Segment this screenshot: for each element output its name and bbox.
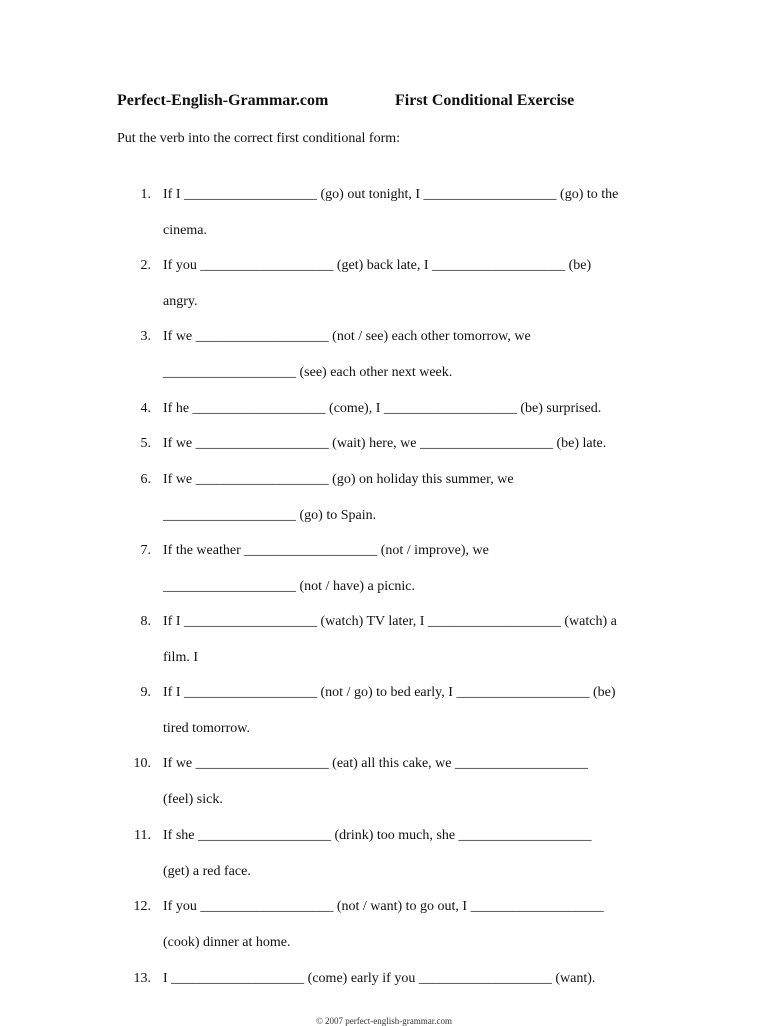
- item-sentence-line: [163, 755, 588, 773]
- item-sentence-line: [163, 791, 223, 809]
- sentence-text: (watch) a: [560, 614, 617, 629]
- answer-blank[interactable]: ___________________: [200, 258, 334, 273]
- sentence-text: If the weather: [163, 543, 245, 558]
- site-title: Perfect-English-Grammar.com: [117, 92, 329, 109]
- sentence-text: (watch) TV later, I: [317, 614, 428, 629]
- sentence-text: If she: [163, 828, 198, 843]
- answer-blank[interactable]: ___________________: [195, 756, 329, 771]
- sentence-text: cinema.: [163, 223, 207, 238]
- answer-blank[interactable]: ___________________: [244, 543, 378, 558]
- sentence-text: (not / want) to go out, I: [333, 899, 471, 914]
- item-sentence-line: [163, 827, 592, 845]
- sentence-text: tired tomorrow.: [163, 721, 250, 736]
- answer-blank[interactable]: ___________________: [195, 472, 329, 487]
- answer-blank[interactable]: ___________________: [184, 187, 317, 202]
- sentence-text: If we: [163, 472, 196, 487]
- sentence-text: If you: [163, 899, 201, 914]
- sentence-text: (not / see) each other tomorrow, we: [328, 329, 531, 344]
- sentence-text: (want).: [551, 971, 596, 986]
- item-sentence-line: [163, 186, 618, 204]
- answer-blank[interactable]: ___________________: [432, 258, 566, 273]
- item-number: 4.: [140, 401, 151, 416]
- answer-blank[interactable]: ___________________: [427, 614, 561, 629]
- item-number: 8.: [140, 614, 151, 629]
- item-sentence-line: [163, 649, 198, 667]
- item-sentence-line: [163, 934, 291, 952]
- answer-blank[interactable]: ___________________: [195, 436, 329, 451]
- answer-blank[interactable]: ___________________: [198, 828, 331, 843]
- item-sentence-line: [163, 720, 250, 738]
- item-number: 12.: [133, 899, 151, 914]
- sentence-text: (wait) here, we: [328, 436, 420, 451]
- item-number: 7.: [140, 543, 151, 558]
- item-sentence-line: [163, 257, 591, 275]
- sentence-text: (be): [565, 258, 592, 273]
- sentence-text: If we: [163, 436, 196, 451]
- sentence-text: (cook) dinner at home.: [163, 935, 291, 950]
- answer-blank[interactable]: ___________________: [195, 329, 329, 344]
- sentence-text: (go) out tonight, I: [317, 187, 424, 202]
- answer-blank[interactable]: ___________________: [200, 899, 334, 914]
- item-sentence-line: [163, 542, 489, 560]
- answer-blank[interactable]: ___________________: [192, 401, 326, 416]
- sentence-text: If I: [163, 685, 184, 700]
- sentence-text: (not / go) to bed early, I: [317, 685, 457, 700]
- item-sentence-line: [163, 435, 606, 453]
- sentence-text: (be): [589, 685, 616, 700]
- sentence-text: (get) a red face.: [163, 864, 251, 879]
- item-number: 3.: [140, 329, 151, 344]
- sentence-text: (drink) too much, she: [331, 828, 459, 843]
- sentence-text: (not / have) a picnic.: [296, 579, 415, 594]
- item-sentence-line: [163, 364, 452, 382]
- sentence-text: film. I: [163, 650, 198, 665]
- answer-blank[interactable]: ___________________: [184, 614, 317, 629]
- item-sentence-line: [163, 898, 604, 916]
- sentence-text: (be) surprised.: [516, 401, 602, 416]
- sentence-text: If he: [163, 401, 193, 416]
- instruction-text: Put the verb into the correct first conditional form:: [117, 131, 401, 146]
- sentence-text: If we: [163, 329, 196, 344]
- item-number: 10.: [133, 756, 151, 771]
- item-sentence-line: [163, 684, 616, 702]
- item-sentence-line: [163, 970, 595, 988]
- answer-blank[interactable]: ___________________: [456, 685, 590, 700]
- answer-blank[interactable]: ___________________: [163, 579, 296, 594]
- item-sentence-line: [163, 222, 207, 240]
- exercise-title: First Conditional Exercise: [395, 92, 575, 109]
- item-number: 1.: [140, 187, 151, 202]
- sentence-text: (be) late.: [553, 436, 607, 451]
- item-number: 11.: [134, 828, 151, 843]
- sentence-text: angry.: [163, 294, 198, 309]
- answer-blank[interactable]: ___________________: [184, 685, 317, 700]
- item-sentence-line: [163, 293, 197, 311]
- item-number: 5.: [140, 436, 151, 451]
- answer-blank[interactable]: ___________________: [163, 365, 296, 380]
- sentence-text: (see) each other next week.: [296, 365, 453, 380]
- sentence-text: (go) on holiday this summer, we: [328, 472, 514, 487]
- sentence-text: (not / improve), we: [377, 543, 489, 558]
- sentence-text: (eat) all this cake, we: [328, 756, 455, 771]
- item-sentence-line: [163, 471, 514, 489]
- answer-blank[interactable]: ___________________: [423, 187, 557, 202]
- item-number: 6.: [140, 472, 151, 487]
- item-number: 2.: [140, 258, 151, 273]
- answer-blank[interactable]: ___________________: [420, 436, 553, 451]
- answer-blank[interactable]: ___________________: [171, 971, 305, 986]
- item-sentence-line: [163, 578, 415, 596]
- item-sentence-line: [163, 400, 601, 418]
- answer-blank[interactable]: ___________________: [163, 508, 296, 523]
- answer-blank[interactable]: ___________________: [418, 971, 552, 986]
- item-number: 13.: [133, 971, 151, 986]
- sentence-text: (come), I: [325, 401, 384, 416]
- item-number: 9.: [140, 685, 151, 700]
- sentence-text: If you: [163, 258, 201, 273]
- item-sentence-line: [163, 863, 251, 881]
- answer-blank[interactable]: ___________________: [454, 756, 588, 771]
- sentence-text: (feel) sick.: [163, 792, 223, 807]
- copyright-footer: © 2007 perfect-english-grammar.com: [315, 1016, 453, 1026]
- sentence-text: (go) to Spain.: [296, 508, 377, 523]
- sentence-text: If I: [163, 187, 184, 202]
- item-sentence-line: [163, 507, 376, 525]
- answer-blank[interactable]: ___________________: [470, 899, 604, 914]
- sentence-text: If we: [163, 756, 196, 771]
- answer-blank[interactable]: ___________________: [383, 401, 517, 416]
- sentence-text: (go) to the: [556, 187, 619, 202]
- item-sentence-line: [163, 328, 531, 346]
- sentence-text: (come) early if you: [304, 971, 419, 986]
- sentence-text: I: [163, 971, 172, 986]
- sentence-text: If I: [163, 614, 184, 629]
- answer-blank[interactable]: ___________________: [458, 828, 592, 843]
- sentence-text: (get) back late, I: [333, 258, 433, 273]
- item-sentence-line: [163, 613, 617, 631]
